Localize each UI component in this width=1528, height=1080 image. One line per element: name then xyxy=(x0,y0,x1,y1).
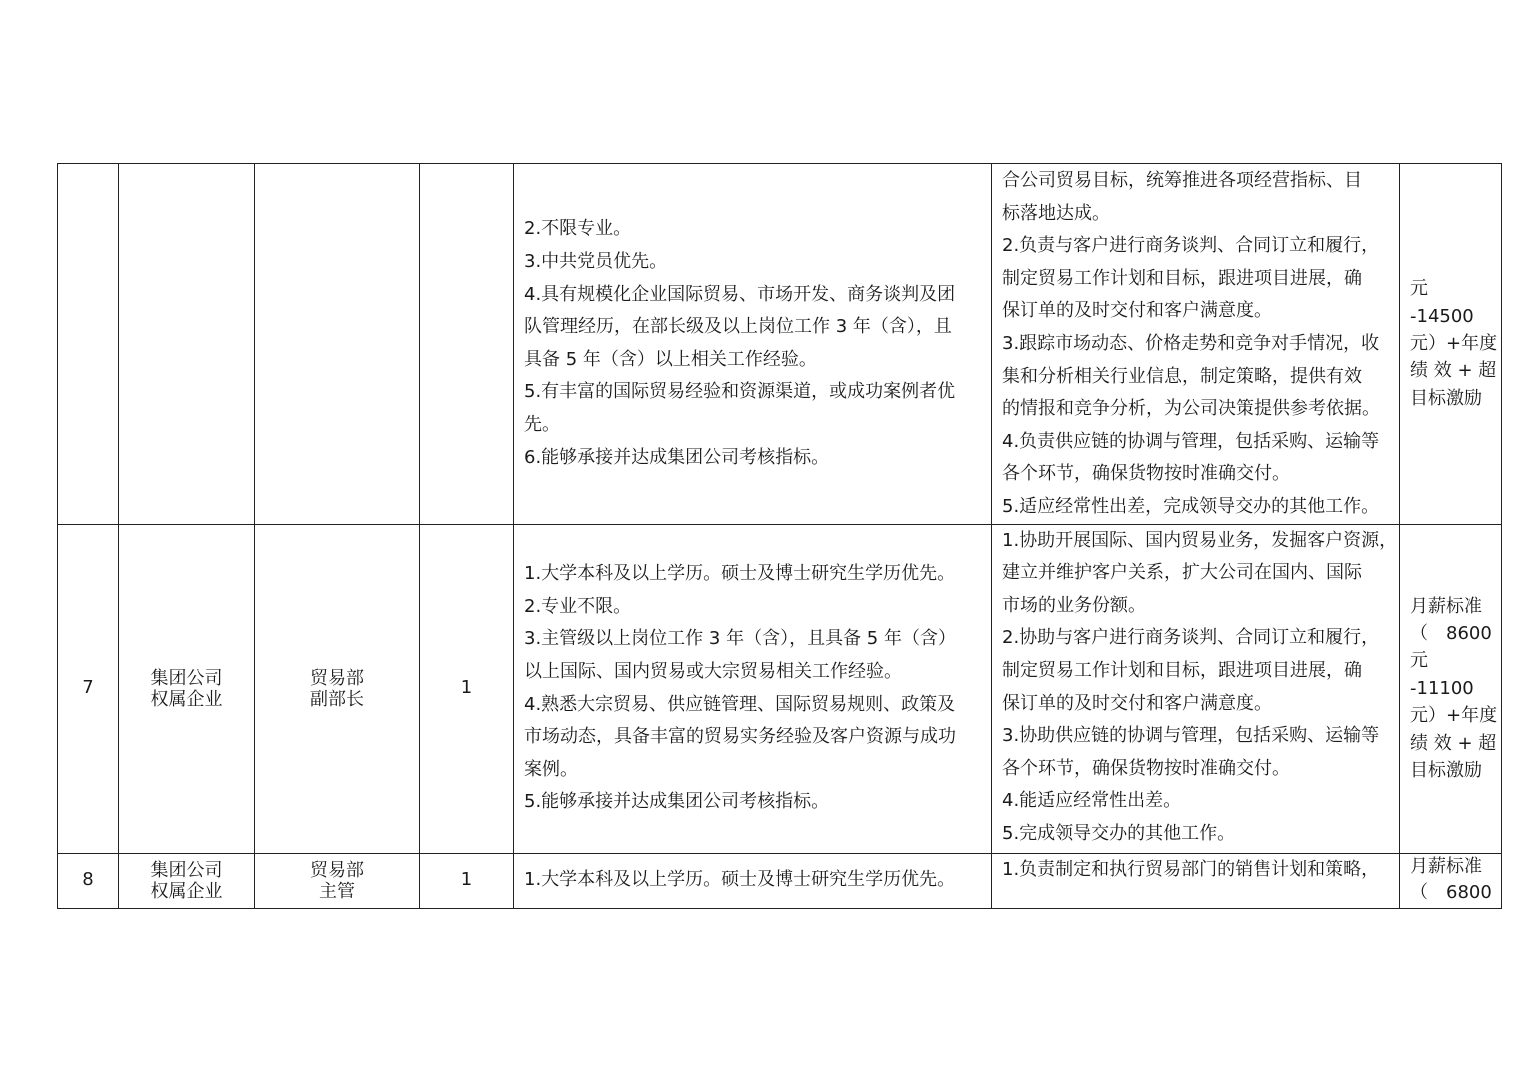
cell-count xyxy=(420,164,514,525)
cell-count: 1 xyxy=(420,853,514,908)
cell-requirements xyxy=(514,164,992,525)
pay-line: 元 xyxy=(1410,650,1428,672)
unit-line: 集团公司 xyxy=(150,859,223,881)
unit-line: 集团公司 xyxy=(150,667,223,689)
requirement-line: 5.有丰富的国际贸易经验和资源渠道，或成功案例者优 xyxy=(524,381,956,403)
cell-pay xyxy=(1400,164,1502,525)
pay-line: 绩 效 + 超 xyxy=(1410,360,1497,382)
duty-line: 各个环节，确保货物按时准确交付。 xyxy=(1002,463,1290,485)
cell-unit xyxy=(119,524,255,853)
duty-line: 保订单的及时交付和客户满意度。 xyxy=(1002,300,1272,322)
requirement-line: 5.能够承接并达成集团公司考核指标。 xyxy=(524,791,830,813)
duty-line: 市场的业务份额。 xyxy=(1002,594,1146,616)
cell-position xyxy=(255,164,420,525)
requirement-line: 2.不限专业。 xyxy=(524,218,632,240)
duty-line: 标落地达成。 xyxy=(1002,202,1110,224)
requirement-line: 1.大学本科及以上学历。硕士及博士研究生学历优先。 xyxy=(524,563,956,585)
duty-line: 合公司贸易目标，统筹推进各项经营指标、目 xyxy=(1002,170,1362,191)
requirement-line: 案例。 xyxy=(524,758,578,780)
recruitment-table xyxy=(57,163,1502,909)
duty-line: 1.协助开展国际、国内贸易业务，发掘客户资源， xyxy=(1002,529,1398,551)
position-line: 贸易部 xyxy=(310,859,364,881)
position-line: 副部长 xyxy=(310,688,364,710)
unit-line: 权属企业 xyxy=(150,688,223,710)
duty-line: 集和分析相关行业信息，制定策略，提供有效 xyxy=(1002,365,1362,387)
table-row xyxy=(58,524,1502,853)
duty-line: 的情报和竞争分析，为公司决策提供参考依据。 xyxy=(1002,398,1380,420)
duty-line: 2.协助与客户进行商务谈判、合同订立和履行， xyxy=(1002,627,1380,649)
pay-line: （ 8600 xyxy=(1410,623,1492,645)
pay-line: 月薪标准 xyxy=(1410,595,1482,617)
requirement-line: 4.具有规模化企业国际贸易、市场开发、商务谈判及团 xyxy=(524,283,956,305)
cell-duties xyxy=(992,164,1400,525)
cell-position xyxy=(255,853,420,908)
requirement-line: 先。 xyxy=(524,413,560,435)
cell-pay xyxy=(1400,524,1502,853)
duty-line: 5.适应经常性出差，完成领导交办的其他工作。 xyxy=(1002,495,1380,517)
duty-line: 各个环节，确保货物按时准确交付。 xyxy=(1002,757,1290,779)
cell-requirements xyxy=(514,853,992,908)
pay-line: -14500 xyxy=(1410,305,1474,327)
cell-number: 7 xyxy=(58,524,119,853)
requirement-line: 以上国际、国内贸易或大宗贸易相关工作经验。 xyxy=(524,660,902,682)
requirement-line: 市场动态，具备丰富的贸易实务经验及客户资源与成功 xyxy=(524,726,956,748)
requirement-line: 1.大学本科及以上学历。硕士及博士研究生学历优先。 xyxy=(524,869,956,891)
duty-line: 建立并维护客户关系，扩大公司在国内、国际 xyxy=(1002,562,1362,584)
cell-duties xyxy=(992,524,1400,853)
pay-line: 绩 效 + 超 xyxy=(1410,732,1497,754)
cell-unit xyxy=(119,853,255,908)
duty-line: 3.跟踪市场动态、价格走势和竞争对手情况，收 xyxy=(1002,332,1380,354)
requirement-line: 3.中共党员优先。 xyxy=(524,250,668,272)
pay-line: 元）+年度 xyxy=(1410,333,1498,355)
requirement-line: 6.能够承接并达成集团公司考核指标。 xyxy=(524,446,830,468)
cell-requirements xyxy=(514,524,992,853)
requirement-line: 2.专业不限。 xyxy=(524,595,632,617)
cell-unit xyxy=(119,164,255,525)
cell-pay xyxy=(1400,853,1502,908)
position-line: 贸易部 xyxy=(310,667,364,689)
pay-line: 元 xyxy=(1410,278,1428,300)
requirement-line: 3.主管级以上岗位工作 3 年（含），且具备 5 年（含） xyxy=(524,628,956,650)
unit-line: 权属企业 xyxy=(150,880,223,902)
pay-line: 目标激励 xyxy=(1410,760,1482,782)
duty-line: 3.协助供应链的协调与管理，包括采购、运输等 xyxy=(1002,725,1380,747)
cell-duties xyxy=(992,853,1400,908)
cell-position xyxy=(255,524,420,853)
duty-line: 4.能适应经常性出差。 xyxy=(1002,790,1182,812)
duty-line: 制定贸易工作计划和目标，跟进项目进展，确 xyxy=(1002,659,1362,681)
table-row xyxy=(58,853,1502,908)
duty-line: 制定贸易工作计划和目标，跟进项目进展，确 xyxy=(1002,267,1362,289)
position-line: 主管 xyxy=(319,880,355,902)
duty-line: 保订单的及时交付和客户满意度。 xyxy=(1002,692,1272,714)
pay-line: -11100 xyxy=(1410,677,1474,699)
pay-line: 月薪标准 xyxy=(1410,855,1482,877)
table-row xyxy=(58,164,1502,525)
pay-line: （ 6800 xyxy=(1410,881,1492,903)
duty-line: 2.负责与客户进行商务谈判、合同订立和履行， xyxy=(1002,235,1380,257)
cell-number xyxy=(58,164,119,525)
cell-count: 1 xyxy=(420,524,514,853)
requirement-line: 队管理经历，在部长级及以上岗位工作 3 年（含），且 xyxy=(524,316,952,338)
requirement-line: 具备 5 年（含）以上相关工作经验。 xyxy=(524,348,817,370)
cell-number: 8 xyxy=(58,853,119,908)
duty-line: 1.负责制定和执行贸易部门的销售计划和策略， xyxy=(1002,858,1380,880)
pay-line: 目标激励 xyxy=(1410,387,1482,409)
requirement-line: 4.熟悉大宗贸易、供应链管理、国际贸易规则、政策及 xyxy=(524,693,956,715)
duty-line: 4.负责供应链的协调与管理，包括采购、运输等 xyxy=(1002,430,1380,452)
duty-line: 5.完成领导交办的其他工作。 xyxy=(1002,822,1236,844)
pay-line: 元）+年度 xyxy=(1410,705,1498,727)
